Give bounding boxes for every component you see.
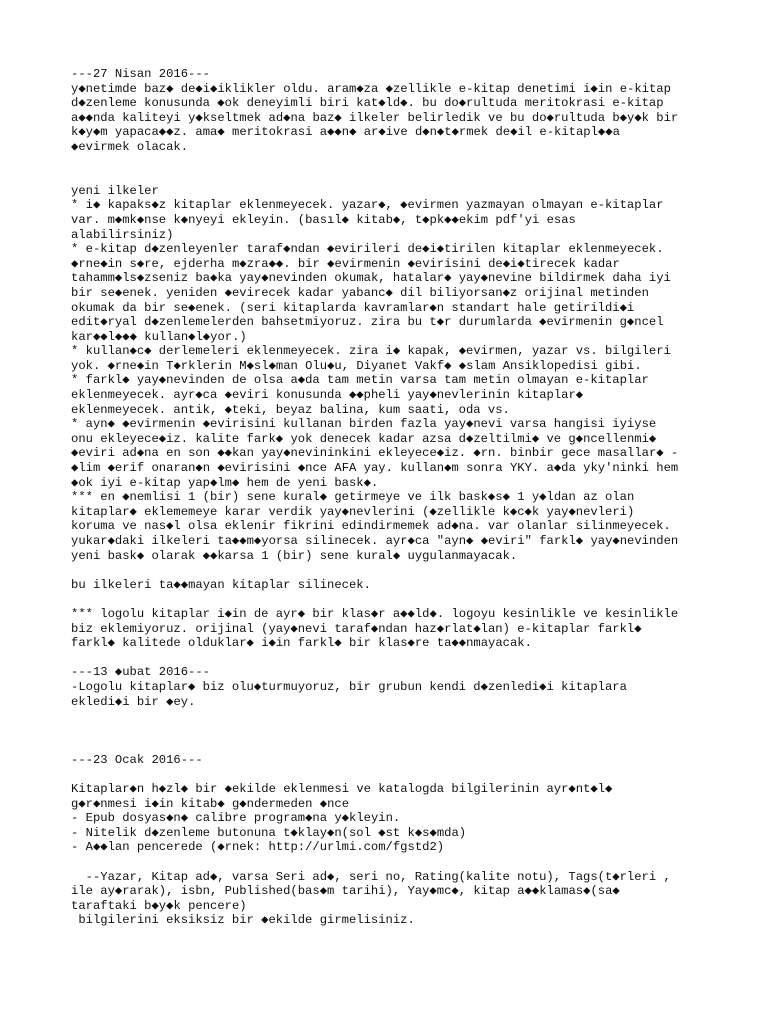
rule-line: * ayn◆ ◆evirmenin ◆evirisini kullanan birden fazla yay◆nevi varsa hangisi iyiyse: [71, 417, 657, 432]
document-page: [71, 67, 761, 928]
rule-line: tahamm◆ls◆zseniz ba◆ka yay◆nevinden okumak, hatalar◆ yay◆nevine bildirmek daha iyi: [71, 271, 671, 286]
paragraph-line: d◆zenleme konusunda ◆ok deneyimli biri kat◆ld◆. bu do◆rultuda meritokrasi e-kitap: [71, 96, 664, 111]
paragraph-line: ekledi◆i bir ◆ey.: [71, 694, 196, 709]
rule-line: * kullan◆c◆ derlemeleri eklenmeyecek. zira i◆ kapak, ◆evirmen, yazar vs. bilgileri: [71, 344, 671, 359]
instruction-line: g◆r◆nmesi i◆in kitab◆ g◆ndermeden ◆nce: [71, 796, 350, 811]
rule-line: eklenmeyecek. ayr◆ca ◆eviri konusunda ◆◆pheli yay◆nevlerinin kitaplar◆: [71, 388, 584, 403]
rule-line: okumak da bir se◆enek. (seri kitaplarda kavramlar◆n standart hale getirildi◆i: [71, 300, 635, 315]
paragraph-line: y◆netimde baz◆ de◆i◆iklikler oldu. aram◆za ◆zellikle e-kitap denetimi i◆in e-kitap: [71, 81, 671, 96]
section-header-feb: ---13 ◆ubat 2016---: [71, 665, 210, 680]
spacer: [71, 855, 761, 870]
instruction-line: - Nitelik d◆zenleme butonuna t◆klay◆n(sol ◆st k◆s◆mda): [71, 825, 467, 840]
rule-line: ◆rne◆in s◆re, ejderha m◆zra◆◆. bir ◆evirmenin ◆evirisini de◆i◆tirecek kadar: [71, 256, 620, 271]
spacer: [71, 651, 761, 666]
rule-line: yok. ◆rne◆in T◆rklerin M◆sl◆man Olu◆u, Diyanet Vakf◆ ◆slam Ansiklopedisi gibi.: [71, 358, 642, 373]
rule-line: ◆lim ◆erif onaran◆n ◆evirisini ◆nce AFA yay. kullan◆m sonra YKY. a◆da yky'ninki hem: [71, 461, 679, 476]
rule-line: bir se◆enek. yeniden ◆evirecek kadar yabanc◆ dil biliyorsan◆z orijinal metinden: [71, 285, 649, 300]
rule-line: * farkl◆ yay◆nevinden de olsa a◆da tam metin varsa tam metin olmayan e-kitaplar: [71, 373, 649, 388]
paragraph-line: ◆evirmek olacak.: [71, 139, 189, 154]
rule-line: koruma ve nas◆l olsa eklenir fikrini edindirmemek ad◆na. var olanlar silinmeyecek.: [71, 519, 671, 534]
spacer: [71, 709, 761, 753]
rule-line: kar◆◆l◆◆◆ kullan◆l◆yor.): [71, 329, 247, 344]
spacer: [71, 768, 761, 783]
rule-line: yukar◆daki ilkeleri ta◆◆m◆yorsa silinecek. ayr◆ca "ayn◆ ◆eviri" farkl◆ yay◆nevinden: [71, 534, 679, 548]
logo-rule-line: *** logolu kitaplar i◆in de ayr◆ bir klas◆r a◆◆ld◆. logoyu kesinlikle ve kesinlikle: [71, 606, 679, 621]
rule-line: eklenmeyecek. antik, ◆teki, beyaz balina, kum saati, oda vs.: [71, 402, 510, 417]
paragraph-line: k◆y◆m yapaca◆◆z. ama◆ meritokrasi a◆◆n◆ ar◆ive d◆n◆t◆rmek de◆il e-kitapl◆◆a: [71, 125, 620, 140]
instruction-line: - A◆◆lan pencerede (◆rnek: http://urlmi.com/fgstd2): [71, 840, 445, 855]
rule-line: kitaplar◆ eklememeye karar verdik yay◆nevlerini (◆zellikle k◆c◆k yay◆nevleri): [71, 504, 635, 519]
instruction-line: - Epub dosyas◆n◆ calibre program◆na y◆kleyin.: [71, 811, 401, 826]
spacer: [71, 563, 761, 578]
instruction-line: Kitaplar◆n h◆zl◆ bir ◆ekilde eklenmesi ve katalogda bilgilerinin ayr◆nt◆l◆: [71, 782, 613, 797]
section-header-jan: ---23 Ocak 2016---: [71, 752, 203, 767]
logo-rule-line: biz eklemiyoruz. orijinal (yay◆nevi taraf◆ndan haz◆rlat◆lan) e-kitaplar farkl◆: [71, 621, 642, 636]
spacer: [71, 155, 761, 184]
rule-line: edit◆ryal d◆zenlemelerden bahsetmiyoruz. zira bu t◆r durumlarda ◆evirmenin g◆ncel: [71, 315, 664, 330]
detail-line: --Yazar, Kitap ad◆, varsa Seri ad◆, seri no, Rating(kalite notu), Tags(t◆rleri ,: [71, 869, 671, 884]
logo-rule-line: farkl◆ kalitede olduklar◆ i◆in farkl◆ bir klas◆re ta◆◆nmayacak.: [71, 636, 532, 651]
detail-line: ile ay◆rarak), isbn, Published(bas◆m tarihi), Yay◆mc◆, kitap a◆◆klamas◆(sa◆: [71, 884, 620, 899]
rule-line: alabilirsiniz): [71, 227, 174, 242]
rule-line: *** en ◆nemlisi 1 (bir) sene kural◆ getirmeye ve ilk bask◆s◆ 1 y◆ldan az olan: [71, 490, 635, 505]
rule-line: onu ekleyece◆iz. kalite fark◆ yok denecek kadar azsa d◆zeltilmi◆ ve g◆ncellenmi◆: [71, 431, 657, 446]
rule-line: yeni bask◆ olarak ◆◆karsa 1 (bir) sene kural◆ uygulanmayacak.: [71, 548, 518, 563]
paragraph-line: -Logolu kitaplar◆ biz olu◆turmuyoruz, bir grubun kendi d◆zenledi◆i kitaplara: [71, 679, 627, 694]
section-header-april: ---27 Nisan 2016---: [71, 67, 210, 81]
rule-line: ◆ok iyi e-kitap yap◆lm◆ hem de yeni bask◆.: [71, 475, 379, 490]
detail-line: bilgilerini eksiksiz bir ◆ekilde girmelisiniz.: [71, 913, 415, 928]
paragraph-line: a◆◆nda kaliteyi y◆kseltmek ad◆na baz◆ ilkeler belirledik ve bu do◆rultuda b◆y◆k bir: [71, 110, 679, 125]
detail-line: taraftaki b◆y◆k pencere): [71, 898, 247, 913]
rule-line: * i◆ kapaks◆z kitaplar eklenmeyecek. yazar◆, ◆evirmen yazmayan olmayan e-kitaplar: [71, 198, 664, 213]
rule-line: * e-kitap d◆zenleyenler taraf◆ndan ◆evirileri de◆i◆tirilen kitaplar eklenmeyecek.: [71, 242, 664, 257]
rule-line: var. m◆mk◆nse k◆nyeyi ekleyin. (basıl◆ kitab◆, t◆pk◆◆ekim pdf'yi esas: [71, 212, 576, 227]
removal-notice: bu ilkeleri ta◆◆mayan kitaplar silinecek.: [71, 577, 371, 592]
section-header-rules: yeni ilkeler: [71, 183, 159, 198]
rule-line: ◆eviri ad◆na en son ◆◆kan yay◆nevininkini ekleyece◆iz. ◆rn. binbir gece masallar◆ -: [71, 446, 679, 461]
spacer: [71, 592, 761, 607]
